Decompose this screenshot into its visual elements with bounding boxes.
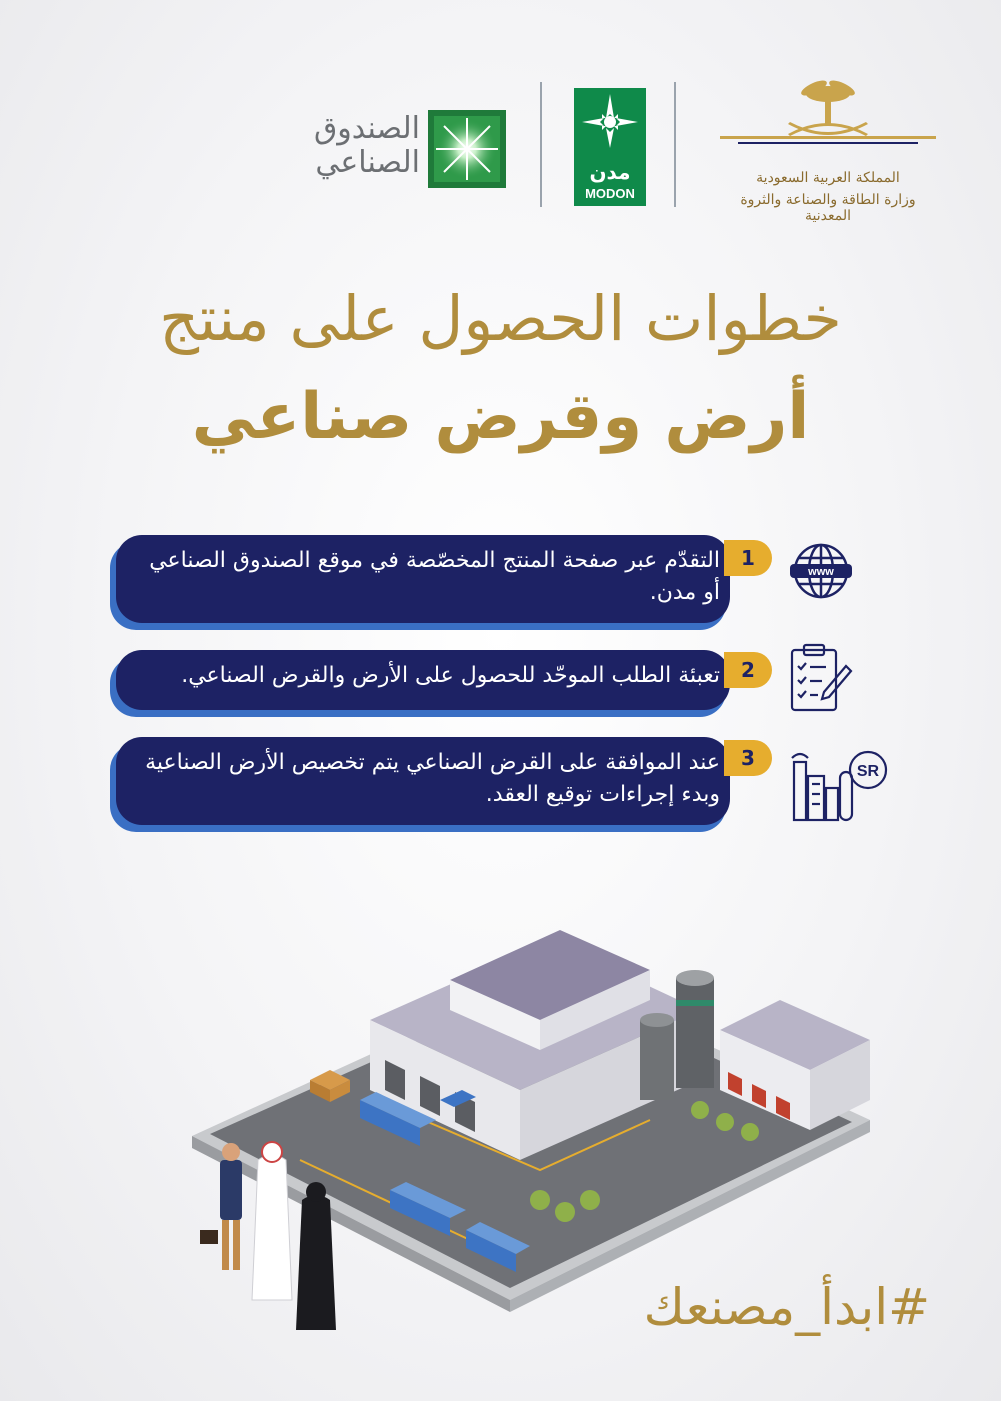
step-card-3	[110, 737, 730, 825]
sidf-name	[270, 112, 420, 180]
globe-www-icon	[790, 540, 852, 602]
ministry-logo	[718, 72, 938, 222]
ministry-country: المملكة العربية السعودية	[756, 170, 900, 186]
step-card-2	[110, 650, 730, 710]
step-text: عند الموافقة على القرض الصناعي يتم تخصيص الأرض الصناعية وبدء إجراءات توقيع العقد.	[145, 750, 720, 807]
step-text: تعبئة الطلب الموحّد للحصول على الأرض والقرض الصناعي.	[181, 663, 720, 688]
logo-divider	[540, 82, 542, 207]
svg-text:www: www	[808, 566, 834, 578]
modon-english: MODON	[585, 186, 635, 201]
factory-illustration	[180, 900, 880, 1340]
sidf-logo-mark	[428, 110, 506, 188]
hashtag: #ابدأ_مصنعك	[643, 1278, 930, 1336]
step-number-badge: 1	[724, 540, 772, 576]
page-title-line2: أرض وقرض صناعي	[191, 380, 810, 454]
modon-arabic: مدن	[589, 160, 631, 184]
step-number-badge: 2	[724, 652, 772, 688]
step-card-1	[110, 535, 730, 623]
sidf-name-line2: الصناعي	[315, 145, 420, 180]
modon-logo	[574, 88, 646, 206]
palm-swords-emblem-icon	[718, 72, 938, 162]
logo-divider	[674, 82, 676, 207]
modon-star-icon	[574, 88, 646, 160]
step-text: التقدّم عبر صفحة المنتج المخصّصة في موقع الصندوق الصناعي أو مدن.	[149, 548, 720, 605]
factory-sr-icon	[786, 748, 894, 824]
sidf-name-line1: الصندوق	[313, 111, 420, 146]
clipboard-checklist-icon	[788, 642, 854, 714]
page-title-line1: خطوات الحصول على منتج	[159, 282, 842, 355]
ministry-name: وزارة الطاقة والصناعة والثروة المعدنية	[740, 192, 916, 224]
sr-label: SR	[856, 763, 880, 780]
step-number-badge: 3	[724, 740, 772, 776]
sidf-star-icon	[428, 110, 506, 188]
